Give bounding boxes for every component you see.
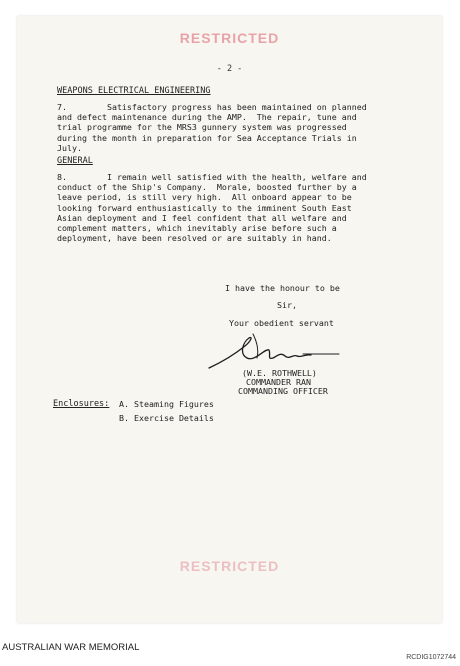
footer-record-id: RCDIG1072744 — [406, 654, 456, 661]
signatory-rank: COMMANDER RAN — [246, 377, 311, 387]
paragraph-7: 7. Satisfactory progress has been maintained on planned and defect maintenance during the AMP. The repair, tune and trial programme for the MRS3 gunnery system was progressed during the month in preparation for Sea Acceptance Trials in July. — [57, 102, 367, 153]
handwritten-signature — [207, 332, 347, 372]
section-heading-weapons: WEAPONS ELECTRICAL ENGINEERING — [57, 86, 211, 96]
enclosure-item-b: B. Exercise Details — [119, 413, 214, 423]
closing-sir: Sir, — [277, 300, 297, 310]
enclosures-label: Enclosures: — [53, 399, 110, 409]
closing-servant: Your obedient servant — [229, 318, 334, 328]
footer-archive-name: AUSTRALIAN WAR MEMORIAL — [2, 642, 140, 653]
signatory-name: (W.E. ROTHWELL) — [242, 368, 317, 378]
page-number: - 2 - — [216, 64, 243, 74]
restricted-stamp-bottom: RESTRICTED — [179, 558, 280, 574]
paragraph-8: 8. I remain well satisfied with the health, welfare and conduct of the Ship's Company. Morale, boosted further by a leave period, is still very high. All onboard appear to be looking forward enthusiastically to the imminent South East Asian deployment and I feel confident that all welfare and complement matters, which inevitably arise before such a deployment, have been resolved or are suitably in hand. — [57, 172, 367, 244]
restricted-stamp-top: RESTRICTED — [179, 30, 280, 46]
closing-honour: I have the honour to be — [225, 283, 340, 293]
signatory-title: COMMANDING OFFICER — [238, 386, 328, 396]
document-page — [17, 16, 442, 623]
section-heading-general: GENERAL — [57, 156, 93, 166]
enclosure-item-a: A. Steaming Figures — [119, 399, 214, 409]
